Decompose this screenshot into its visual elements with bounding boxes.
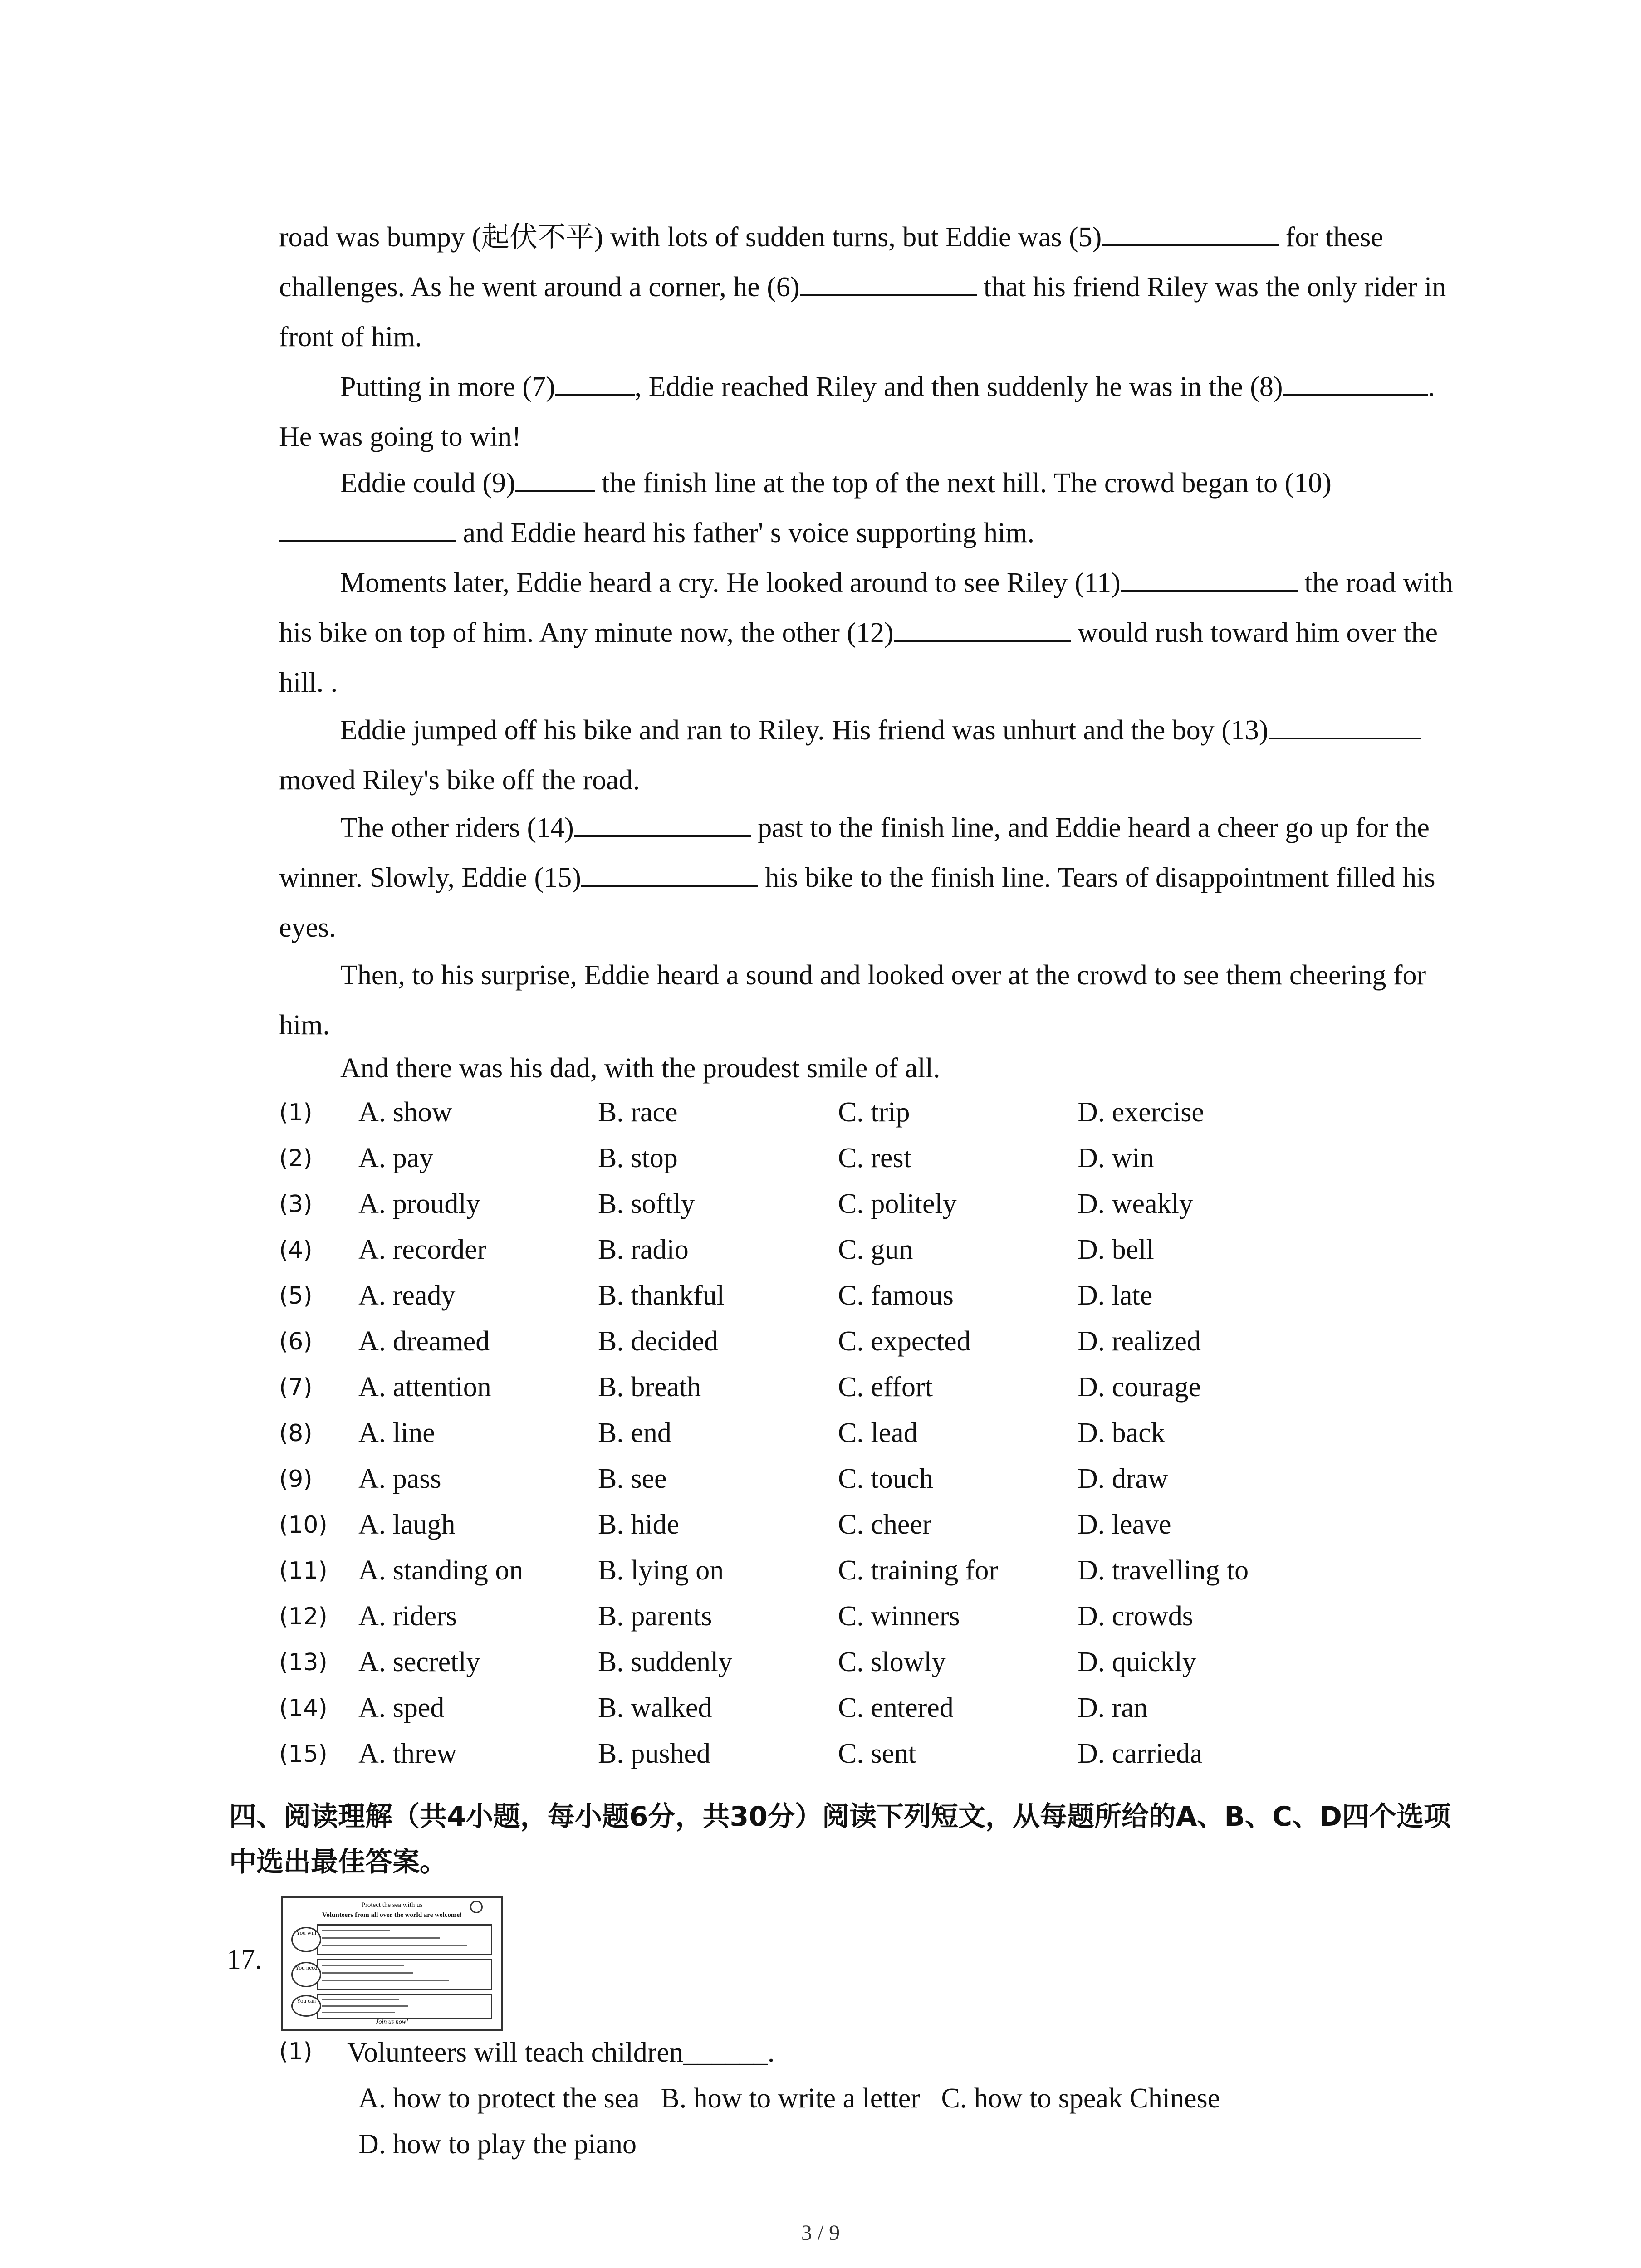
option-choice-b: B. thankful xyxy=(598,1280,725,1311)
option-choice-c: C. entered xyxy=(838,1692,954,1723)
poster-box-2 xyxy=(317,1959,492,1990)
option-choice-d: D. realized xyxy=(1078,1326,1201,1357)
option-choice-a: A. show xyxy=(358,1097,452,1128)
option-number: (4) xyxy=(279,1237,313,1264)
option-row xyxy=(279,1137,1504,1183)
poster-line xyxy=(322,1965,404,1966)
option-choice-b: B. decided xyxy=(598,1326,719,1357)
option-choice-a: A. pass xyxy=(358,1463,441,1494)
option-choice-b: B. hide xyxy=(598,1509,680,1540)
option-row xyxy=(279,1320,1504,1366)
passage-p8-text: And there was his dad, with the proudest smile of all. xyxy=(340,1053,941,1084)
option-choice-c: C. expected xyxy=(838,1326,971,1357)
passage-paragraph-7 xyxy=(279,950,1459,1050)
option-choice-d: D. crowds xyxy=(1078,1601,1193,1632)
option-choice-b: B. race xyxy=(598,1097,678,1128)
blank-12 xyxy=(894,613,1071,642)
option-choice-b: B. suddenly xyxy=(598,1647,733,1677)
option-choice-c: C. effort xyxy=(838,1372,933,1403)
passage-paragraph-4: Moments later, Eddie heard a cry. He looked around to see Riley (11) the road with his bike on top of him. Any minute now, the other (12) would rush toward him over the hill. . xyxy=(279,558,1459,708)
option-choice-c: C. trip xyxy=(838,1097,910,1128)
option-choice-b: B. see xyxy=(598,1463,667,1494)
option-choice-c: C. gun xyxy=(838,1234,913,1265)
option-choice-d: D. leave xyxy=(1078,1509,1171,1540)
poster-line xyxy=(322,1972,413,1974)
option-number: (15) xyxy=(279,1740,328,1768)
option-choice-d: D. ran xyxy=(1078,1692,1148,1723)
option-choice-a: A. line xyxy=(358,1418,435,1448)
option-number: (8) xyxy=(279,1420,313,1447)
option-choice-c: C. touch xyxy=(838,1463,934,1494)
option-choice-a: A. secretly xyxy=(358,1647,480,1677)
option-number: (13) xyxy=(279,1649,328,1676)
option-choice-c: C. training for xyxy=(838,1555,998,1586)
option-row xyxy=(279,1412,1504,1457)
passage-p7-text: Then, to his surprise, Eddie heard a sound and looked over at the crowd to see them cheering for him. xyxy=(279,960,1426,1041)
poster-subtitle: Volunteers from all over the world are welcome! xyxy=(322,1911,462,1919)
option-choice-a: A. laugh xyxy=(358,1509,456,1540)
option-choice-d: D. courage xyxy=(1078,1372,1201,1403)
option-number: (14) xyxy=(279,1695,328,1722)
poster-line xyxy=(322,1937,440,1939)
blank-8 xyxy=(1283,367,1356,396)
blank-9 xyxy=(515,463,595,492)
option-choice-b: B. breath xyxy=(598,1372,701,1403)
option-number: (10) xyxy=(279,1511,328,1539)
option-row xyxy=(279,1228,1504,1274)
option-number: (2) xyxy=(279,1145,313,1172)
option-row xyxy=(279,1457,1504,1503)
option-choice-a: A. riders xyxy=(358,1601,457,1632)
poster-image xyxy=(281,1896,503,2031)
option-choice-c: C. winners xyxy=(838,1601,960,1632)
passage-paragraph-5: Eddie jumped off his bike and ran to Riley. His friend was unhurt and the boy (13) moved Riley's bike off the road. xyxy=(279,705,1459,805)
blank-13 xyxy=(1269,710,1348,739)
blank-15 xyxy=(581,858,758,887)
poster-line xyxy=(322,2005,408,2007)
option-choice-c: C. politely xyxy=(838,1188,957,1219)
poster-label-1: You will xyxy=(291,1927,321,1952)
option-row xyxy=(279,1366,1504,1412)
blank-7 xyxy=(555,367,635,396)
option-choice-d: D. win xyxy=(1078,1143,1154,1173)
option-choice-b: B. stop xyxy=(598,1143,678,1173)
option-choice-d: D. draw xyxy=(1078,1463,1168,1494)
option-choice-d: D. travelling to xyxy=(1078,1555,1249,1586)
blank-11 xyxy=(1121,563,1298,592)
subquestion-stem: Volunteers will teach children______. xyxy=(347,2037,775,2068)
poster-label-3: You can xyxy=(291,1995,321,2017)
page-number: 3 / 9 xyxy=(801,2221,840,2245)
passage-paragraph-1: road was bumpy (起伏不平) with lots of sudden turns, but Eddie was (5) for these challenges. As he went around a corner, he (6) that his friend Riley was the only rider in front of him. xyxy=(279,212,1459,362)
poster-box-3 xyxy=(317,1994,492,2019)
option-choice-a: A. threw xyxy=(358,1738,457,1769)
option-choice-d: D. bell xyxy=(1078,1234,1154,1265)
blank-6 xyxy=(800,267,977,296)
option-row xyxy=(279,1503,1504,1549)
option-choice-a: A. ready xyxy=(358,1280,456,1311)
blank-5 xyxy=(1102,217,1279,246)
poster-box-1 xyxy=(317,1924,492,1955)
option-row xyxy=(279,1183,1504,1228)
option-row xyxy=(279,1686,1504,1732)
blank-8-continued xyxy=(1356,367,1428,396)
blank-13-continued xyxy=(1348,710,1421,739)
option-choice-d: D. back xyxy=(1078,1418,1165,1448)
poster-label-2: You need xyxy=(291,1962,321,1987)
option-row xyxy=(279,1274,1504,1320)
subquestion-number: (1) xyxy=(279,2038,313,2065)
option-number: (12) xyxy=(279,1603,328,1630)
option-choice-d: D. late xyxy=(1078,1280,1153,1311)
option-choice-d: D. carrieda xyxy=(1078,1738,1203,1769)
option-number: (7) xyxy=(279,1374,313,1401)
option-choice-b: B. walked xyxy=(598,1692,712,1723)
poster-footer: Join us now! xyxy=(376,2019,408,2025)
poster-line xyxy=(322,2012,395,2013)
option-choice-a: A. proudly xyxy=(358,1188,480,1219)
blank-14 xyxy=(574,808,751,837)
option-number: (5) xyxy=(279,1282,313,1310)
option-choice-a: A. recorder xyxy=(358,1234,487,1265)
passage-paragraph-8 xyxy=(279,1043,1459,1093)
poster-title: Protect the sea with us xyxy=(361,1901,423,1909)
option-row xyxy=(279,1732,1504,1778)
option-choice-c: C. slowly xyxy=(838,1647,946,1677)
option-row xyxy=(279,1641,1504,1686)
option-choice-d: D. exercise xyxy=(1078,1097,1204,1128)
option-choice-b: B. end xyxy=(598,1418,671,1448)
passage-paragraph-2: Putting in more (7) , Eddie reached Riley and then suddenly he was in the (8) . He was going to win! xyxy=(279,362,1459,462)
option-choice-b: B. lying on xyxy=(598,1555,724,1586)
option-choice-a: A. dreamed xyxy=(358,1326,490,1357)
option-choice-a: A. sped xyxy=(358,1692,445,1723)
poster-line xyxy=(322,1980,449,1981)
poster-line xyxy=(322,1999,399,2000)
option-choice-b: B. radio xyxy=(598,1234,689,1265)
option-choice-c: C. famous xyxy=(838,1280,954,1311)
option-number: (1) xyxy=(279,1099,313,1126)
option-number: (3) xyxy=(279,1191,313,1218)
option-choice-d: D. weakly xyxy=(1078,1188,1193,1219)
option-number: (9) xyxy=(279,1466,313,1493)
option-number: (11) xyxy=(279,1557,328,1584)
answer-options-line-2: D. how to play the piano xyxy=(358,2129,637,2160)
blank-10 xyxy=(279,513,456,542)
options-list xyxy=(279,1091,1504,1778)
poster-line xyxy=(322,1945,467,1946)
option-choice-c: C. cheer xyxy=(838,1509,932,1540)
magnifier-icon xyxy=(470,1901,483,1913)
option-choice-c: C. lead xyxy=(838,1418,918,1448)
option-row xyxy=(279,1091,1504,1137)
option-number: (6) xyxy=(279,1328,313,1355)
option-choice-a: A. attention xyxy=(358,1372,491,1403)
option-choice-c: C. sent xyxy=(838,1738,916,1769)
option-choice-b: B. softly xyxy=(598,1188,695,1219)
answer-options-line-1: A. how to protect the sea B. how to write a letter C. how to speak Chinese xyxy=(358,2083,1220,2114)
question-number: 17. xyxy=(227,1944,262,1975)
passage-paragraph-3: Eddie could (9) the finish line at the top of the next hill. The crowd began to (10) and Eddie heard his father' s voice supporting him. xyxy=(279,458,1459,558)
passage-paragraph-6: The other riders (14) past to the finish line, and Eddie heard a cheer go up for the winner. Slowly, Eddie (15) his bike to the finish line. Tears of disappointment filled his eyes. xyxy=(279,803,1459,953)
poster-line xyxy=(322,1930,390,1931)
option-row xyxy=(279,1595,1504,1641)
option-choice-a: A. standing on xyxy=(358,1555,524,1586)
option-choice-a: A. pay xyxy=(358,1143,434,1173)
option-choice-d: D. quickly xyxy=(1078,1647,1196,1677)
option-choice-b: B. pushed xyxy=(598,1738,710,1769)
section-heading: 四、阅读理解（共4小题，每小题6分，共30分）阅读下列短文，从每题所给的A、B、C、D四个选项中选出最佳答案。 xyxy=(229,1801,1451,1878)
option-row xyxy=(279,1549,1504,1595)
option-choice-b: B. parents xyxy=(598,1601,712,1632)
option-choice-c: C. rest xyxy=(838,1143,911,1173)
